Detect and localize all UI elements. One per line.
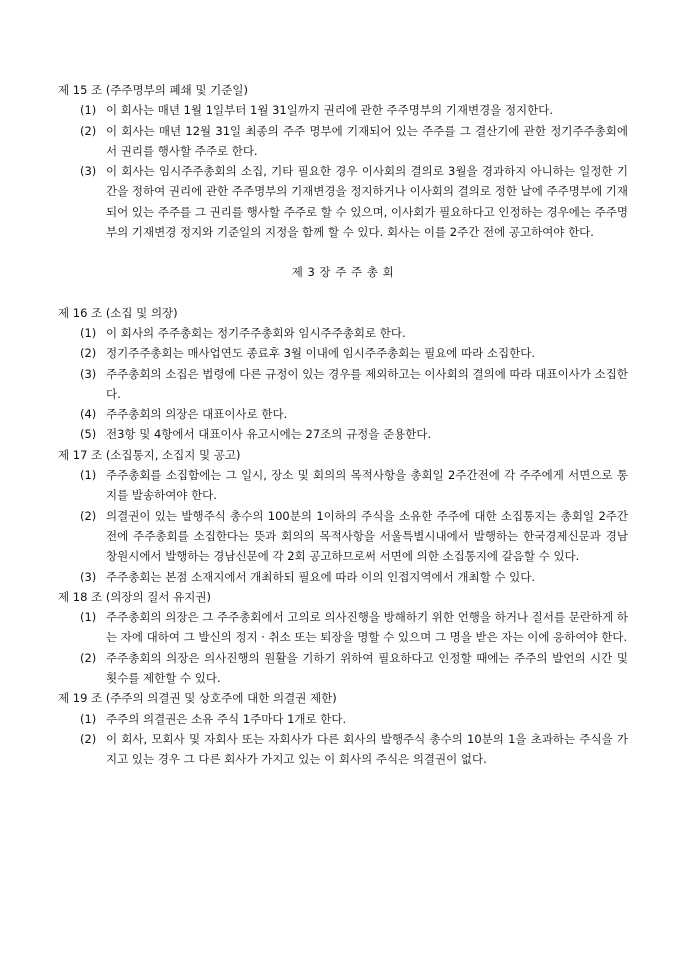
clause	[58, 343, 628, 363]
clause-text: 주주총회의 의장은 의사진행의 원활을 기하기 위하여 필요하다고 인정할 때에는 주주의 발언의 시간 및 횟수를 제한할 수 있다.	[106, 650, 628, 686]
clause-text: 이 회사는 매년 12월 31일 최종의 주주 명부에 기재되어 있는 주주를 그 결산기에 관한 정기주주총회에서 권리를 행사할 주주로 한다.	[106, 123, 628, 158]
clause-number: (4)	[80, 407, 97, 422]
clause	[58, 323, 628, 343]
article-16	[58, 303, 628, 445]
clause-number: (3)	[80, 366, 97, 381]
clause	[58, 404, 628, 424]
clause-text: 이 회사, 모회사 및 자회사 또는 자회사가 다른 회사의 발행주식 총수의 10분의 1을 초과하는 주식을 가지고 있는 경우 그 다른 회사가 가지고 있는 이 회사의 주식은 의결권이 없다.	[106, 731, 628, 767]
clause-number: (1)	[80, 711, 97, 726]
clause-text: 주주총회의 소집은 법령에 다른 규정이 있는 경우를 제외하고는 이사회의 결의에 따라 대표이사가 소집한다.	[106, 366, 628, 401]
clause-text: 이 회사는 매년 1월 1일부터 1월 31일까지 권리에 관한 주주명부의 기재변경을 정지한다.	[106, 103, 554, 118]
clause-number: (1)	[80, 468, 97, 483]
clause	[58, 465, 628, 506]
clause-text: 주주총회의 의장은 그 주주총회에서 고의로 의사진행을 방해하기 위한 언행을 하거나 질서를 문란하게 하는 자에 대하여 그 발신의 정지 · 취소 또는 퇴장을 명할 수 있으며 그 명을 받은 자는 이에 응하여야 한다.	[106, 610, 628, 645]
article-17	[58, 445, 628, 587]
clause	[58, 506, 628, 567]
clause-text: 이 회사는 임시주주총회의 소집, 기타 필요한 경우 이사회의 결의로 3월을 경과하지 아니하는 일정한 기간을 정하여 권리에 관한 주주명부의 기재변경을 정지하거나 이사회의 결의로 정한 날에 주주명부에 기재되어 있는 주주를 그 권리를 행사할 주주로 할 수 있으며, 이사회가 필요하다고 인정하는 경우에는 주주명부의 기재변경 정지와 기준일의 지정을 함께 할 수 있다. 회사는 이를 2주간 전에 공고하여야 한다.	[106, 164, 628, 240]
clause-number: (3)	[80, 164, 97, 179]
clause-number: (2)	[80, 508, 97, 523]
article-title: 제 18 조 (의장의 질서 유지권)	[58, 589, 211, 604]
article-title: 제 17 조 (소집통지, 소집지 및 공고)	[58, 447, 241, 462]
clause	[58, 607, 628, 648]
clause-number: (2)	[80, 731, 97, 746]
article-title: 제 15 조 (주주명부의 폐쇄 및 기준일)	[58, 83, 248, 97]
clause-number: (2)	[80, 123, 97, 138]
clause	[58, 567, 628, 587]
article-19	[58, 688, 628, 769]
clause	[58, 729, 628, 770]
clause	[58, 648, 628, 689]
clause-text: 주주총회는 본점 소재지에서 개최하되 필요에 따라 이의 인접지역에서 개최할 수 있다.	[106, 569, 536, 584]
clause-number: (2)	[80, 650, 97, 665]
clause-number: (1)	[80, 325, 97, 340]
clause-text: 이 회사의 주주총회는 정기주주총회와 임시주주총회로 한다.	[106, 325, 406, 340]
clause	[58, 121, 628, 162]
clause-number: (1)	[80, 610, 97, 625]
clause-number: (3)	[80, 569, 97, 584]
clause	[58, 161, 628, 242]
clause-number: (5)	[80, 427, 97, 442]
clause-text: 주주총회의 의장은 대표이사로 한다.	[106, 407, 288, 422]
clause	[58, 709, 628, 729]
article-title: 제 16 조 (소집 및 의장)	[58, 305, 178, 320]
clause-text: 주주총회를 소집함에는 그 일시, 장소 및 회의의 목적사항을 총회일 2주간전에 각 주주에게 서면으로 통지를 발송하여야 한다.	[106, 468, 628, 503]
clause-text: 정기주주총회는 매사업연도 종료후 3월 이내에 임시주주총회는 필요에 따라 소집한다.	[106, 346, 536, 361]
clause	[58, 424, 628, 444]
clause-text: 주주의 의결권은 소유 주식 1주마다 1개로 한다.	[106, 711, 347, 726]
clause	[58, 364, 628, 405]
chapter-heading: 제 3 장 주 주 총 회	[291, 265, 395, 280]
article-title: 제 19 조 (주주의 의결권 및 상호주에 대한 의결권 제한)	[58, 691, 337, 706]
article-15	[58, 80, 628, 242]
document-body	[58, 80, 628, 770]
clause-text: 전3항 및 4항에서 대표이사 유고시에는 27조의 규정을 준용한다.	[106, 427, 432, 442]
clause	[58, 100, 628, 120]
clause-number: (2)	[80, 346, 97, 361]
clause-number: (1)	[80, 103, 97, 118]
article-18	[58, 587, 628, 688]
clause-text: 의결권이 있는 발행주식 총수의 100분의 1이하의 주식을 소유한 주주에 대한 소집통지는 총회일 2주간전에 주주총회를 소집한다는 뜻과 회의의 목적사항을 서울특별시내에서 발행하는 한국경제신문과 경남 창원시에서 발행하는 경남신문에 각 2회 공고하므로써 서면에 의한 소집통지에 갈음할 수 있다.	[106, 508, 628, 564]
